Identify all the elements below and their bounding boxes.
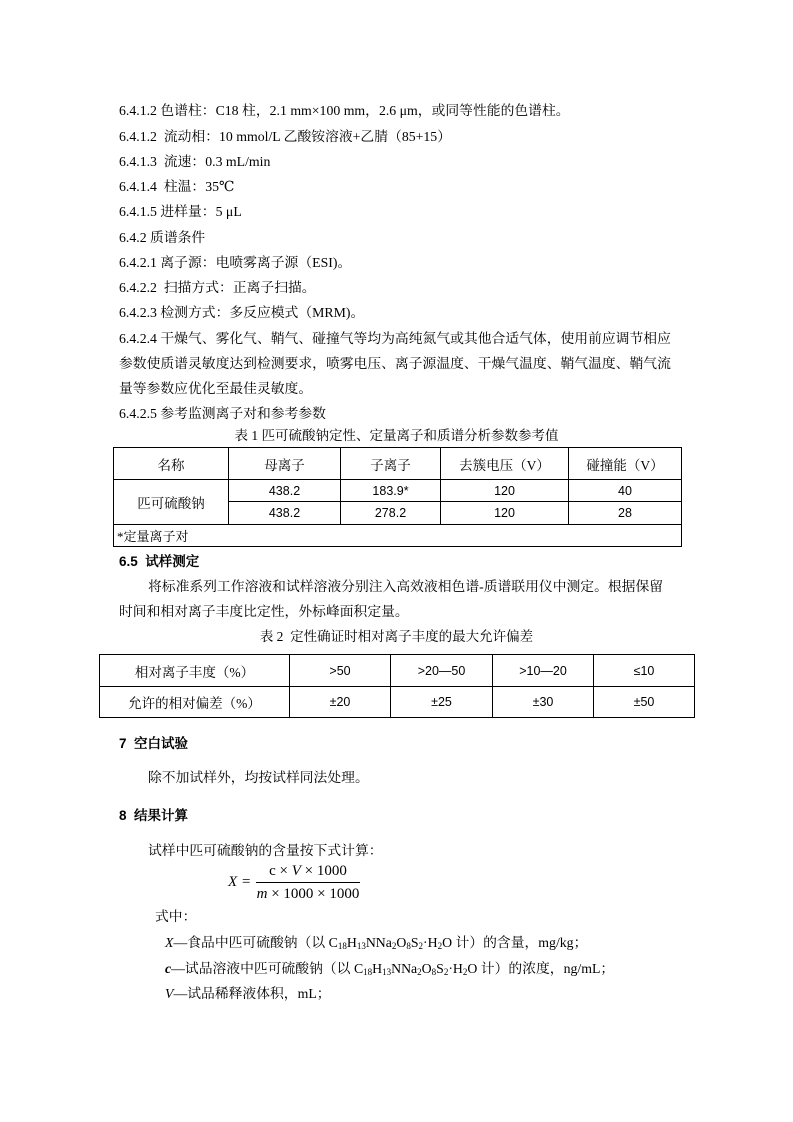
abundance-cell: >50 (290, 655, 391, 687)
chem-part: ·H (448, 961, 463, 976)
collision-energy-cell: 40 (569, 480, 682, 502)
formula-fraction (256, 860, 360, 905)
chem-subscript: 13 (356, 941, 366, 951)
section-6-5-text-line: 时间和相对离子丰度比定性，外标峰面积定量。 (119, 604, 409, 619)
chem-subscript: 18 (337, 941, 347, 951)
detection-mode-spec: 6.4.2.3 检测方式：多反应模式（MRM)。 (119, 305, 365, 320)
abundance-label-cell: 相对离子丰度（%） (100, 655, 290, 687)
deviation-cell: ±50 (594, 687, 695, 718)
ref-params-heading: 6.4.2.5 参考监测离子对和参考参数 (119, 406, 326, 421)
section-8-intro: 试样中匹可硫酸钠的含量按下式计算： (148, 843, 383, 858)
chem-part: O (467, 961, 478, 976)
chem-subscript: 8 (431, 967, 437, 977)
definition-text: 试品溶液中匹可硫酸钠（以 (184, 961, 354, 976)
definition-text: 食品中匹可硫酸钠（以 (187, 935, 329, 950)
deviation-cell: ±30 (493, 687, 594, 718)
where-label: 式中： (155, 909, 197, 924)
deviation-cell: ±20 (290, 687, 391, 718)
scan-mode-spec: 6.4.2.2 扫描方式：正离子扫描。 (119, 280, 316, 295)
table1-header-cell: 母离子 (229, 448, 341, 480)
table2-caption: 表 2 定性确证时相对离子丰度的最大允许偏差 (259, 629, 534, 644)
abundance-cell: ≤10 (594, 655, 695, 687)
abundance-cell: >20—50 (391, 655, 493, 687)
table1-footnote: *定量离子对 (114, 525, 682, 547)
formula-operator: × 1000 × 1000 (267, 886, 360, 902)
definition-v (165, 984, 331, 1004)
section-6-5-heading: 6.5 试样测定 (119, 554, 200, 569)
formula-equals: = (242, 874, 251, 890)
definition-text: 计）的浓度，ng/mL； (477, 961, 615, 976)
chem-part: H (372, 961, 383, 976)
chem-part: S (436, 961, 444, 976)
definition-text: 计）的含量，mg/kg； (452, 935, 588, 950)
chem-subscript: 2 (418, 941, 424, 951)
chem-part: NNa (365, 935, 392, 950)
declustering-potential-cell: 120 (441, 502, 569, 525)
gas-paragraph-line: 6.4.2.4 干燥气、雾化气、鞘气、碰撞气等均为高纯氮气或其他合适气体，使用前应调节相应 (119, 331, 671, 346)
chem-part: O (442, 935, 453, 950)
precursor-ion-cell: 438.2 (229, 480, 341, 502)
chemical-formula (329, 935, 452, 950)
table1-header-row (114, 448, 682, 480)
declustering-potential-cell: 120 (441, 480, 569, 502)
injection-volume-spec: 6.4.1.5 进样量：5 μL (119, 204, 242, 219)
chem-subscript: 2 (391, 941, 397, 951)
formula-symbol-c: c (269, 863, 276, 879)
chem-part: O (396, 935, 407, 950)
definition-c (165, 959, 614, 979)
formula-lhs: X (228, 874, 238, 890)
column-spec: 6.4.1.2 色谱柱：C18 柱，2.1 mm×100 mm，2.6 μm，或同等性能的色谱柱。 (119, 103, 570, 118)
gas-paragraph-line: 参数使质谱灵敏度达到检测要求，喷雾电压、离子源温度、干燥气温度、鞘气温度、鞘气流 (119, 356, 671, 371)
ion-source-spec: 6.4.2.1 离子源：电喷雾离子源（ESI)。 (119, 255, 352, 270)
chem-part: H (346, 935, 357, 950)
definition-dash: — (173, 935, 188, 950)
table-row (100, 687, 695, 718)
chem-part: C (328, 935, 338, 950)
chem-subscript: 13 (382, 967, 392, 977)
formula-symbol-v: V (291, 863, 301, 879)
chem-subscript: 18 (363, 967, 373, 977)
table2 (99, 654, 695, 718)
definition-text: 试品稀释液体积，mL； (187, 986, 331, 1001)
chem-subscript: 8 (406, 941, 411, 951)
table1-header-cell: 去簇电压（V） (441, 448, 569, 480)
chem-part: O (421, 961, 432, 976)
definition-symbol: X (165, 935, 174, 950)
ms-heading: 6.4.2 质谱条件 (119, 230, 206, 245)
formula-denominator (256, 882, 360, 905)
formula-numerator (256, 860, 360, 882)
table1-footnote-row (114, 525, 682, 547)
definition-symbol: c (165, 961, 172, 976)
section-7-heading: 7 空白试验 (119, 736, 189, 751)
table-row (100, 655, 695, 687)
definition-dash: — (171, 961, 185, 976)
chem-part: C (353, 961, 364, 976)
collision-energy-cell: 28 (569, 502, 682, 525)
chem-part: ·H (423, 935, 438, 950)
column-temp-spec: 6.4.1.4 柱温：35℃ (119, 179, 235, 194)
chemical-formula (354, 961, 477, 976)
table-row (114, 480, 682, 502)
definition-symbol: V (165, 986, 174, 1001)
chem-subscript: 2 (417, 967, 422, 977)
chem-subscript: 2 (443, 967, 449, 977)
chem-subscript: 2 (437, 941, 443, 951)
table1-header-cell: 子离子 (341, 448, 441, 480)
table1 (113, 447, 682, 547)
formula-symbol-m: m (256, 886, 268, 902)
abundance-cell: >10—20 (493, 655, 594, 687)
table1-caption: 表 1 匹可硫酸钠定性、定量离子和质谱分析参数参考值 (234, 428, 559, 443)
definition-x (165, 933, 587, 953)
deviation-label-cell: 允许的相对偏差（%） (100, 687, 290, 718)
product-ion-cell: 183.9* (341, 480, 441, 502)
precursor-ion-cell: 438.2 (229, 502, 341, 525)
section-6-5-text-line: 将标准系列工作溶液和试样溶液分别注入高效液相色谱-质谱联用仪中测定。根据保留 (148, 579, 664, 594)
mobile-phase-spec: 6.4.1.2 流动相：10 mmol/L 乙酸铵溶液+乙腈（85+15） (119, 129, 451, 144)
chem-subscript: 2 (462, 967, 468, 977)
formula-operator: × 1000 (300, 863, 347, 879)
section-8-heading: 8 结果计算 (119, 808, 189, 823)
flow-rate-spec: 6.4.1.3 流速：0.3 mL/min (119, 154, 271, 169)
table1-header-cell: 名称 (114, 448, 229, 480)
compound-name-cell: 匹可硫酸钠 (114, 480, 229, 525)
chem-part: S (410, 935, 419, 950)
section-7-text: 除不加试样外，均按试样同法处理。 (148, 770, 369, 785)
gas-paragraph-line: 量等参数应优化至最佳灵敏度。 (119, 381, 313, 396)
table1-header-cell: 碰撞能（V） (569, 448, 682, 480)
deviation-cell: ±25 (391, 687, 493, 718)
definition-dash: — (173, 986, 188, 1001)
product-ion-cell: 278.2 (341, 502, 441, 525)
formula-operator: × (275, 863, 292, 879)
chem-part: NNa (391, 961, 418, 976)
